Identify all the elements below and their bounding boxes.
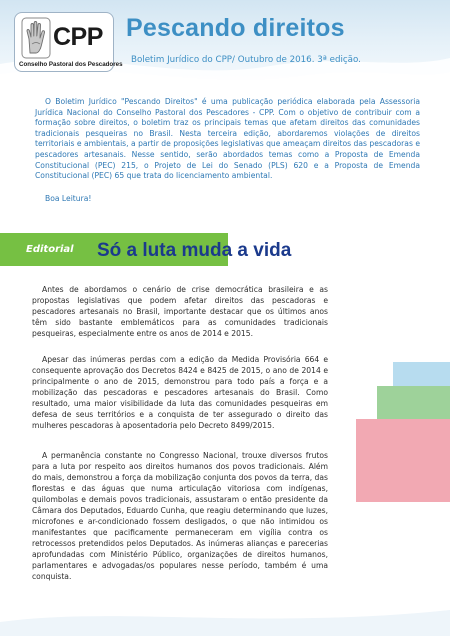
decorative-pink-block [356, 419, 450, 502]
editorial-paragraph-2: Apesar das inúmeras perdas com a edição da Medida Provisória 664 e consequente aprovação dos Decretos 8424 e 8425 de 2015, o ano de 2014 e principalmente o ano de 2015, demonstrou para todo país a força e a mobilização das pescadoras e pescadores artesanais do Brasil. Como resultado, uma maior visibilidade da luta das comunidades pesqueiras em defesa de seus territórios e a conquista de ter assegurado o direito das mulheres pescadoras à aposentadoria pelo Decreto 8499/2015. [32, 355, 328, 430]
publication-title: Pescando direitos [126, 14, 345, 42]
footer-wave-decoration [0, 596, 450, 636]
logo-acronym: CPP [53, 23, 103, 51]
decorative-blue-block [393, 362, 450, 386]
hand-icon [21, 17, 51, 59]
decorative-green-block [377, 386, 450, 419]
intro-paragraph: O Boletim Jurídico "Pescando Direitos" é uma publicação periódica elaborada pela Assessoria Jurídica Nacional do Conselho Pastoral dos Pescadores - CPP. Com o objetivo de contribuir com a formação sobre direitos, o boletim traz os principais temas que afetam direitos das comunidades tradicionais pesqueiras no Brasil. Nesta terceira edição, abordaremos violações de direitos territoriais e ambientais, a partir de proposições legislativas que ameaçam direitos das pescadoras e pescadores artesanais. Nesse sentido, serão abordados temas como a Proposta de Emenda Constitucional (PEC) 215, o Projeto de Lei do Senado (PLS) 620 e a Proposta de Emenda Constitucional (PEC) 65 que trata do licenciamento ambiental. [35, 97, 420, 181]
editorial-paragraph-3: A permanência constante no Congresso Nacional, trouxe diversos frutos para a luta por respeito aos direitos humanos dos povos tradicionais. Além do mais, demonstrou a força da mobilização conjunta dos povos da terra, das florestas e das águas que numa articulação vitoriosa com indígenas, quilombolas e demais povos tradicionais, assustaram o então presidente da Câmara dos Deputados, Eduardo Cunha, que reagiu determinando que luzes, microfones e ar-condicionado fossem desligados, o que não intimidou os manifestantes que pacificamente permaneceram em vigília contra os retrocessos pretendidos pelos Deputados. As inúmeras alianças e parecerias aprofundadas com Ministério Público, organizações de direitos humanos, parlamentares e advogadas/os populares nesse período, também é uma conquista. [32, 451, 328, 581]
cpp-logo [14, 12, 123, 72]
editorial-paragraph-1: Antes de abordamos o cenário de crise democrática brasileira e as propostas legislativas que podem afetar direitos das pescadoras e pescadores artesanais no Brasil, importante destacar que os últimos anos têm sido bastante emblemáticos para as comunidades tradicionais pesqueiras, especialmente entre os anos de 2014 e 2015. [32, 285, 328, 338]
publication-subtitle: Boletim Jurídico do CPP/ Outubro de 2016. 3ª edição. [131, 55, 361, 65]
logo-fullname: Conselho Pastoral dos Pescadores [19, 61, 123, 68]
editorial-label: Editorial [26, 244, 74, 255]
greeting-text: Boa Leitura! [45, 194, 92, 203]
editorial-headline: Só a luta muda a vida [97, 240, 292, 261]
